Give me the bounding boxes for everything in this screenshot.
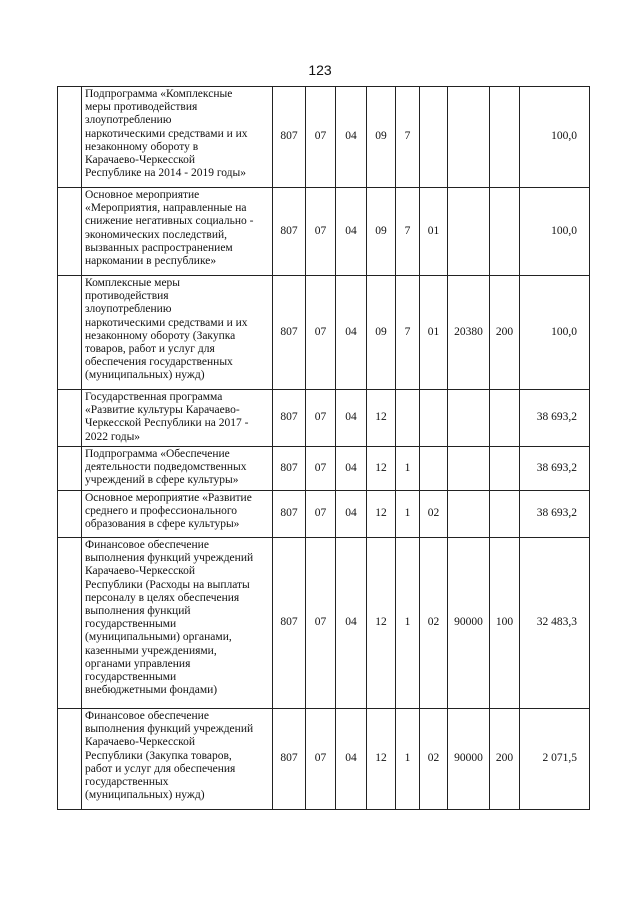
- row-ved-code: 807: [273, 491, 306, 538]
- row-direction-code: 90000: [448, 538, 490, 709]
- row-event-code: 01: [420, 276, 448, 390]
- row-section-code: 07: [306, 188, 336, 276]
- row-expense-type-code: 200: [490, 709, 520, 810]
- row-direction-code: [448, 87, 490, 188]
- row-ved-code: 807: [273, 709, 306, 810]
- page-number: 123: [308, 62, 332, 78]
- row-name-cell: Подпрограмма «Обеспечение деятельности подведомственных учреждений в сфере культуры»: [82, 447, 273, 491]
- row-blank-cell: [58, 538, 82, 709]
- row-subsection-code: 04: [336, 538, 367, 709]
- row-direction-code: [448, 390, 490, 447]
- row-subprogram-code: 1: [396, 538, 420, 709]
- row-subsection-code: 04: [336, 491, 367, 538]
- row-subsection-code: 04: [336, 709, 367, 810]
- row-expense-type-code: [490, 87, 520, 188]
- row-event-code: 02: [420, 491, 448, 538]
- row-program-code: 12: [367, 390, 396, 447]
- row-ved-code: 807: [273, 188, 306, 276]
- row-program-code: 09: [367, 188, 396, 276]
- row-direction-code: 20380: [448, 276, 490, 390]
- row-amount: 100,0: [520, 188, 590, 276]
- row-blank-cell: [58, 87, 82, 188]
- budget-table: [57, 86, 590, 810]
- row-name-cell: Финансовое обеспечение выполнения функций учреждений Карачаево-Черкесской Республики (Закупка товаров, работ и услуг для обеспечения государственных (муниципальных) нужд): [82, 709, 273, 810]
- row-name-cell: Подпрограмма «Комплексные меры противодействия злоупотреблению наркотическими средствами и их незаконному обороту в Карачаево-Черкесской Республике на 2014 - 2019 годы»: [82, 87, 273, 188]
- row-event-code: 01: [420, 188, 448, 276]
- row-name-cell: Финансовое обеспечение выполнения функций учреждений Карачаево-Черкесской Республики (Расходы на выплаты персоналу в целях обеспечения выполнения функций государственными (муниципальными) органами, казенными учреждениями, органами управления государственными внебюджетными фондами): [82, 538, 273, 709]
- row-subsection-code: 04: [336, 447, 367, 491]
- row-event-code: [420, 87, 448, 188]
- row-subsection-code: 04: [336, 87, 367, 188]
- row-subsection-code: 04: [336, 390, 367, 447]
- row-subprogram-code: 1: [396, 491, 420, 538]
- row-section-code: 07: [306, 390, 336, 447]
- row-name-cell: Государственная программа «Развитие культуры Карачаево- Черкесской Республики на 2017 - 2022 годы»: [82, 390, 273, 447]
- row-ved-code: 807: [273, 447, 306, 491]
- row-program-code: 09: [367, 87, 396, 188]
- row-blank-cell: [58, 709, 82, 810]
- row-expense-type-code: [490, 188, 520, 276]
- row-ved-code: 807: [273, 390, 306, 447]
- row-subsection-code: 04: [336, 188, 367, 276]
- table-row: [58, 87, 590, 188]
- row-expense-type-code: [490, 447, 520, 491]
- row-subprogram-code: 7: [396, 276, 420, 390]
- row-event-code: 02: [420, 538, 448, 709]
- row-amount: 2 071,5: [520, 709, 590, 810]
- table-row: [58, 276, 590, 390]
- row-subprogram-code: 7: [396, 188, 420, 276]
- row-program-code: 12: [367, 447, 396, 491]
- row-amount: 100,0: [520, 276, 590, 390]
- row-ved-code: 807: [273, 538, 306, 709]
- row-direction-code: [448, 188, 490, 276]
- row-amount: 100,0: [520, 87, 590, 188]
- row-blank-cell: [58, 447, 82, 491]
- row-section-code: 07: [306, 491, 336, 538]
- table-row: [58, 390, 590, 447]
- row-ved-code: 807: [273, 87, 306, 188]
- row-event-code: [420, 390, 448, 447]
- row-subprogram-code: 1: [396, 447, 420, 491]
- row-section-code: 07: [306, 447, 336, 491]
- row-blank-cell: [58, 276, 82, 390]
- row-section-code: 07: [306, 276, 336, 390]
- row-expense-type-code: 100: [490, 538, 520, 709]
- row-program-code: 12: [367, 491, 396, 538]
- row-program-code: 12: [367, 709, 396, 810]
- row-ved-code: 807: [273, 276, 306, 390]
- row-blank-cell: [58, 390, 82, 447]
- row-section-code: 07: [306, 709, 336, 810]
- row-amount: 38 693,2: [520, 390, 590, 447]
- row-expense-type-code: 200: [490, 276, 520, 390]
- row-blank-cell: [58, 188, 82, 276]
- table-row: [58, 538, 590, 709]
- table-row: [58, 491, 590, 538]
- row-name-cell: Основное мероприятие «Мероприятия, направленные на снижение негативных социально - экономических последствий, вызванных распространением наркомании в республике»: [82, 188, 273, 276]
- row-program-code: 09: [367, 276, 396, 390]
- row-expense-type-code: [490, 491, 520, 538]
- row-subprogram-code: [396, 390, 420, 447]
- row-name-cell: Комплексные меры противодействия злоупотреблению наркотическими средствами и их незаконному обороту (Закупка товаров, работ и услуг для обеспечения государственных (муниципальных) нужд): [82, 276, 273, 390]
- table-row: [58, 188, 590, 276]
- budget-table-body: [58, 87, 590, 810]
- row-section-code: 07: [306, 538, 336, 709]
- row-subsection-code: 04: [336, 276, 367, 390]
- table-row: [58, 709, 590, 810]
- row-event-code: [420, 447, 448, 491]
- row-subprogram-code: 1: [396, 709, 420, 810]
- row-event-code: 02: [420, 709, 448, 810]
- row-direction-code: [448, 447, 490, 491]
- row-amount: 32 483,3: [520, 538, 590, 709]
- row-subprogram-code: 7: [396, 87, 420, 188]
- table-row: [58, 447, 590, 491]
- row-name-cell: Основное мероприятие «Развитие среднего и профессионального образования в сфере культуры»: [82, 491, 273, 538]
- row-amount: 38 693,2: [520, 491, 590, 538]
- row-expense-type-code: [490, 390, 520, 447]
- row-direction-code: 90000: [448, 709, 490, 810]
- row-section-code: 07: [306, 87, 336, 188]
- row-blank-cell: [58, 491, 82, 538]
- row-amount: 38 693,2: [520, 447, 590, 491]
- row-program-code: 12: [367, 538, 396, 709]
- row-direction-code: [448, 491, 490, 538]
